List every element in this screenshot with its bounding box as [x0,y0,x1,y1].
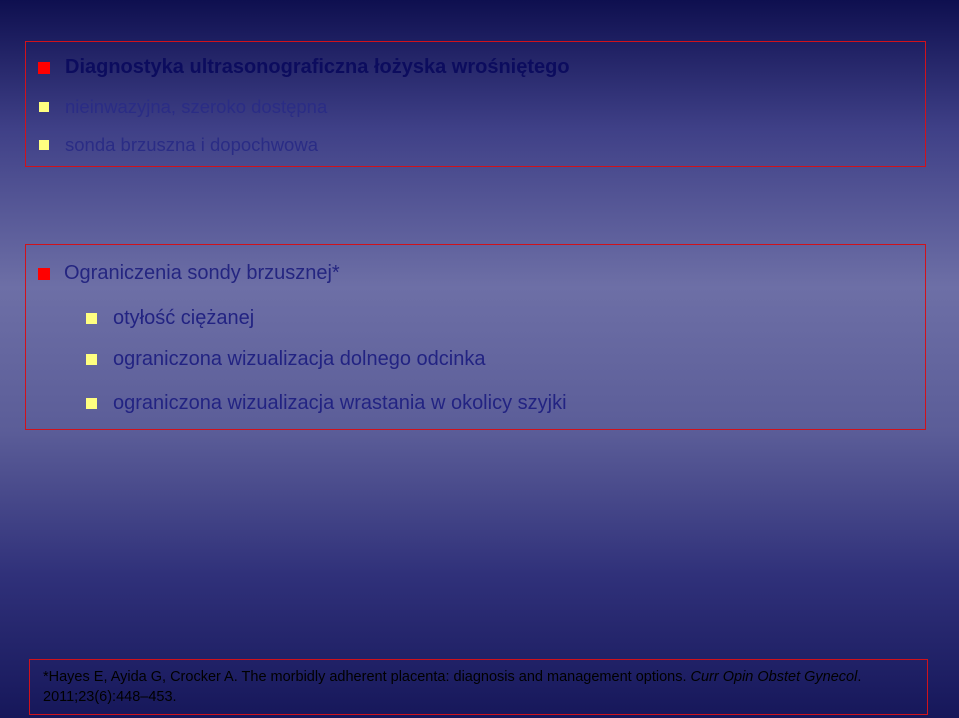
limitations-heading [38,262,340,285]
diagnostics-box [25,41,926,167]
list-item-text: ograniczona wizualizacja wrastania w okolicy szyjki [113,392,567,414]
list-item-text: otyłość ciężanej [113,307,255,329]
diagnostics-heading [38,56,570,79]
list-item-text: ograniczona wizualizacja dolnego odcinka [113,348,486,370]
reference-journal: Curr Opin Obstet Gynecol [690,669,858,685]
list-item [39,96,327,118]
list-item [86,392,567,415]
limitations-title: Ograniczenia sondy brzusznej* [64,262,340,284]
red-square-bullet-icon [38,268,50,280]
reference-authors-title: *Hayes E, Ayida G, Crocker A. The morbidly adherent placenta: diagnosis and management options. [43,669,687,685]
yellow-square-bullet-icon [86,398,97,409]
list-item-text: nieinwazyjna, szeroko dostępna [65,96,328,117]
list-item [86,348,485,371]
list-item [86,307,254,330]
limitations-box [25,244,926,430]
yellow-square-bullet-icon [86,313,97,324]
list-item-text: sonda brzuszna i dopochwowa [65,134,318,155]
diagnostics-title: Diagnostyka ultrasonograficzna łożyska wrośniętego [65,56,570,78]
yellow-square-bullet-icon [86,354,97,365]
yellow-square-bullet-icon [39,102,49,112]
red-square-bullet-icon [38,62,50,74]
reference-citation [43,667,923,707]
list-item [39,134,318,156]
reference-details: . 2011;23(6):448–453. [43,669,862,705]
yellow-square-bullet-icon [39,140,49,150]
reference-box [29,659,928,715]
